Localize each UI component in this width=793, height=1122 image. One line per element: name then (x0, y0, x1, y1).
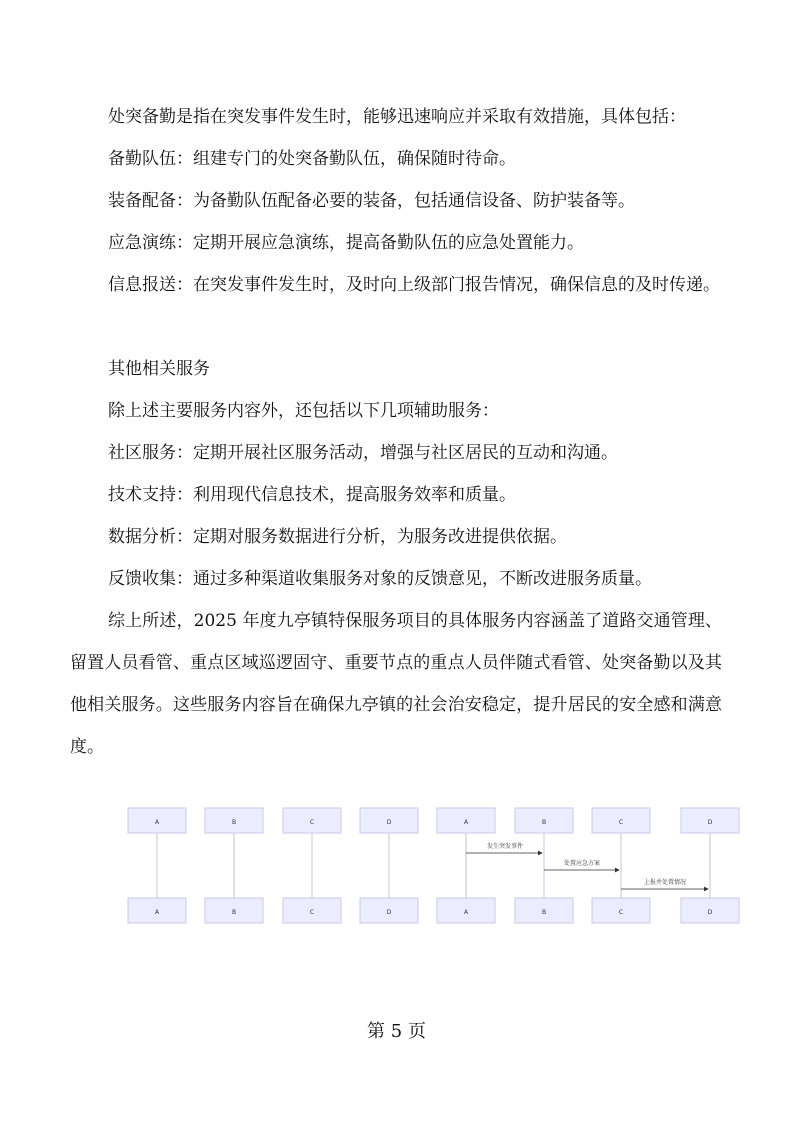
svg-text:B: B (231, 819, 237, 826)
svg-text:发生突发事件: 发生突发事件 (486, 843, 524, 850)
actor-bottom-right-b (515, 898, 573, 923)
paragraph-community: 社区服务：定期开展社区服务活动，增强与社区居民的互动和沟通。 (108, 443, 618, 463)
actor-top-left-a (128, 808, 186, 833)
paragraph-emergency-intro: 处突备勤是指在突发事件发生时，能够迅速响应并采取有效措施，具体包括： (108, 107, 686, 127)
paragraph-other-intro: 除上述主要服务内容外，还包括以下几项辅助服务： (108, 401, 499, 421)
message-3 (621, 878, 708, 889)
actor-bottom-left-a (128, 898, 186, 923)
svg-text:C: C (309, 819, 315, 826)
svg-text:D: D (707, 819, 713, 826)
actor-top-right-c (592, 808, 650, 833)
svg-text:B: B (231, 909, 237, 916)
paragraph-info-report: 信息报送：在突发事件发生时，及时向上级部门报告情况，确保信息的及时传递。 (108, 275, 720, 295)
svg-text:A: A (154, 909, 160, 916)
svg-text:B: B (541, 909, 547, 916)
svg-text:C: C (618, 909, 624, 916)
sequence-diagram (126, 806, 742, 926)
actor-top-right-d (681, 808, 739, 833)
actor-bottom-left-c (283, 898, 341, 923)
actor-bottom-left-b (205, 898, 263, 923)
actor-top-left-c (283, 808, 341, 833)
svg-text:D: D (386, 909, 392, 916)
svg-text:B: B (541, 819, 547, 826)
svg-text:A: A (154, 819, 160, 826)
svg-text:D: D (707, 909, 713, 916)
actor-top-left-b (205, 808, 263, 833)
svg-text:上报并处置情况: 上报并处置情况 (643, 879, 687, 886)
section-heading-other-services: 其他相关服务 (108, 359, 210, 379)
actor-bottom-left-d (360, 898, 418, 923)
actor-bottom-right-c (592, 898, 650, 923)
actor-top-left-d (360, 808, 418, 833)
svg-text:A: A (463, 909, 469, 916)
paragraph-standby-team: 备勤队伍：组建专门的处突备勤队伍，确保随时待命。 (108, 149, 516, 169)
page-number: 第 5 页 (367, 1021, 426, 1042)
actor-top-right-b (515, 808, 573, 833)
paragraph-tech-support: 技术支持：利用现代信息技术，提高服务效率和质量。 (108, 485, 516, 505)
paragraph-drills: 应急演练：定期开展应急演练，提高备勤队伍的应急处置能力。 (108, 233, 584, 253)
actor-bottom-right-d (681, 898, 739, 923)
paragraph-equipment: 装备配备：为备勤队伍配备必要的装备，包括通信设备、防护装备等。 (108, 191, 635, 211)
paragraph-data-analysis: 数据分析：定期对服务数据进行分析，为服务改进提供依据。 (108, 527, 567, 547)
svg-text:C: C (309, 909, 315, 916)
paragraph-summary: 综上所述，2025 年度九亭镇特保服务项目的具体服务内容涵盖了道路交通管理、留置人员看管、重点区域巡逻固守、重要节点的重点人员伴随式看管、处突备勤以及其他相关服务。这些服务内容旨在确保九亭镇的社会治安稳定，提升居民的安全感和满意度。 (70, 611, 722, 757)
svg-text:A: A (463, 819, 469, 826)
svg-text:D: D (386, 819, 392, 826)
actor-bottom-right-a (437, 898, 495, 923)
message-2 (544, 859, 619, 870)
message-1 (466, 842, 542, 853)
svg-text:处置应急方案: 处置应急方案 (563, 860, 601, 867)
actor-top-right-a (437, 808, 495, 833)
paragraph-feedback: 反馈收集：通过多种渠道收集服务对象的反馈意见，不断改进服务质量。 (108, 569, 652, 589)
svg-text:C: C (618, 819, 624, 826)
